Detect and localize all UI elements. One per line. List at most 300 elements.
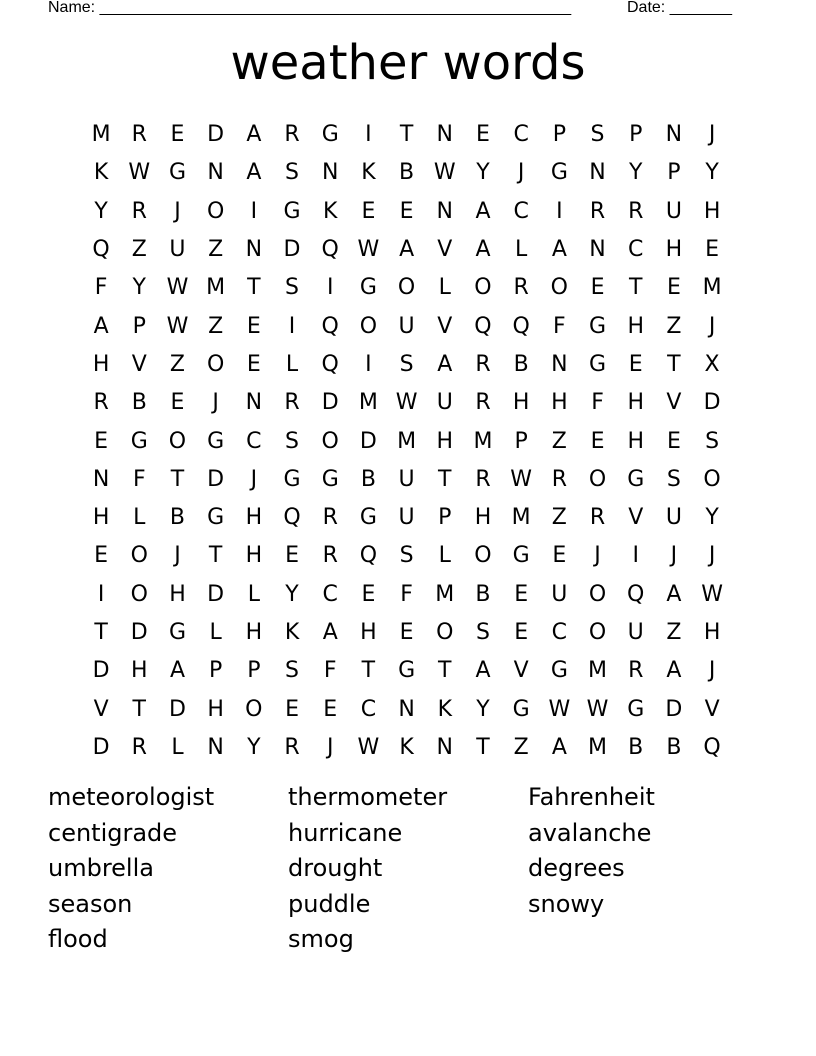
grid-letter: H xyxy=(92,505,110,531)
grid-letter: O xyxy=(436,620,454,645)
grid-letter: W xyxy=(166,313,189,339)
grid-letter: S xyxy=(285,160,300,186)
grid-letter: H xyxy=(627,313,644,339)
grid-letter: D xyxy=(207,581,225,607)
grid-letter: R xyxy=(284,734,300,760)
page-title: weather words xyxy=(230,35,586,91)
grid-letter: E xyxy=(514,581,529,607)
grid-letter: A xyxy=(475,658,491,684)
grid-letter: E xyxy=(399,198,414,224)
word-bank-item: Fahrenheit xyxy=(528,783,655,811)
grid-letter: S xyxy=(475,620,490,645)
grid-letter: W xyxy=(395,390,418,416)
grid-letter: F xyxy=(400,581,413,607)
grid-letter: E xyxy=(552,543,567,569)
grid-letter: W xyxy=(357,237,380,263)
grid-letter: V xyxy=(93,696,109,722)
grid-letter: O xyxy=(588,620,607,645)
grid-row xyxy=(82,461,732,499)
grid-letter: A xyxy=(93,313,109,339)
grid-letter: D xyxy=(207,122,225,148)
grid-letter: Y xyxy=(476,160,490,186)
grid-letter: H xyxy=(245,505,263,531)
grid-letter: J xyxy=(174,543,181,569)
grid-letter: R xyxy=(131,734,147,760)
grid-letter: D xyxy=(359,428,377,454)
grid-letter: K xyxy=(437,696,452,722)
grid-letter: N xyxy=(245,390,263,416)
grid-letter: R xyxy=(322,543,338,569)
grid-letter: Y xyxy=(705,160,719,186)
word-bank-item: flood xyxy=(48,925,108,954)
grid-letter: G xyxy=(627,696,645,722)
grid-letter: F xyxy=(553,313,566,339)
grid-letter: D xyxy=(207,466,225,492)
grid-letter: H xyxy=(360,620,377,645)
grid-letter: K xyxy=(93,160,109,186)
grid-letter: M xyxy=(206,275,226,301)
grid-letter: E xyxy=(285,543,299,569)
grid-letter: E xyxy=(628,351,643,377)
grid-letter: O xyxy=(206,351,225,377)
grid-letter: R xyxy=(628,658,644,684)
grid-row xyxy=(82,614,732,652)
grid-letter: H xyxy=(551,390,568,416)
grid-row xyxy=(82,231,732,269)
grid-letter: O xyxy=(168,428,187,454)
grid-row xyxy=(82,652,732,690)
grid-letter: S xyxy=(285,658,300,684)
grid-row xyxy=(82,729,732,767)
grid-letter: C xyxy=(628,237,644,263)
grid-letter: R xyxy=(551,466,567,492)
grid-letter: S xyxy=(285,275,300,301)
grid-letter: Q xyxy=(321,351,339,377)
grid-letter: E xyxy=(246,313,261,339)
grid-letter: U xyxy=(665,505,682,531)
grid-letter: G xyxy=(321,466,339,492)
grid-letter: K xyxy=(399,734,414,760)
grid-letter: R xyxy=(475,466,491,492)
grid-letter: O xyxy=(397,275,416,301)
grid-letter: H xyxy=(627,390,644,416)
grid-letter: T xyxy=(628,275,643,301)
grid-letter: Z xyxy=(666,620,682,645)
grid-letter: M xyxy=(91,122,111,148)
grid-letter: A xyxy=(246,122,262,148)
grid-letter: H xyxy=(512,390,530,416)
grid-letter: J xyxy=(517,160,525,186)
grid-letter: U xyxy=(627,620,644,645)
grid-letter: E xyxy=(323,696,338,722)
word-bank-item: meteorologist xyxy=(48,783,215,811)
grid-row xyxy=(82,499,732,537)
grid-letter: P xyxy=(552,122,566,148)
grid-letter: V xyxy=(437,237,453,263)
grid-letter: M xyxy=(435,581,455,607)
grid-letter: G xyxy=(550,658,568,684)
grid-letter: W xyxy=(701,581,723,607)
grid-letter: G xyxy=(512,543,530,569)
grid-letter: L xyxy=(171,734,184,760)
grid-letter: G xyxy=(589,313,607,339)
grid-row xyxy=(82,384,732,422)
grid-letter: N xyxy=(589,237,606,263)
grid-letter: G xyxy=(550,160,568,186)
grid-letter: M xyxy=(588,734,608,760)
grid-letter: Q xyxy=(627,581,645,607)
grid-letter: G xyxy=(398,658,416,684)
grid-letter: I xyxy=(97,581,105,607)
grid-letter: P xyxy=(629,122,643,148)
word-bank-item: season xyxy=(48,889,133,918)
grid-letter: T xyxy=(208,543,223,569)
grid-letter: Z xyxy=(208,313,224,339)
grid-letter: L xyxy=(133,505,146,531)
grid-letter: P xyxy=(247,658,261,684)
word-bank-item: drought xyxy=(288,854,383,883)
grid-letter: J xyxy=(670,543,678,569)
grid-letter: B xyxy=(628,734,644,760)
grid-letter: U xyxy=(398,313,415,339)
word-bank-item: centigrade xyxy=(48,818,178,847)
grid-letter: J xyxy=(708,313,716,339)
grid-letter: N xyxy=(207,734,224,760)
grid-letter: B xyxy=(513,351,529,377)
grid-letter: N xyxy=(436,734,454,760)
grid-letter: W xyxy=(166,275,189,301)
grid-letter: F xyxy=(132,466,146,492)
grid-letter: C xyxy=(513,122,529,148)
word-bank-item: puddle xyxy=(288,889,371,918)
grid-letter: E xyxy=(666,428,681,454)
grid-letter: E xyxy=(285,696,299,722)
grid-letter: O xyxy=(206,198,225,224)
grid-letter: E xyxy=(705,237,720,263)
grid-letter: I xyxy=(556,198,563,224)
grid-letter: L xyxy=(438,543,451,569)
grid-letter: Q xyxy=(512,313,530,339)
grid-letter: R xyxy=(322,505,338,531)
grid-row xyxy=(82,537,732,575)
grid-letter: R xyxy=(131,198,147,224)
grid-letter: Z xyxy=(551,505,567,531)
word-bank-item: hurricane xyxy=(288,818,403,847)
grid-letter: J xyxy=(708,122,716,148)
grid-letter: H xyxy=(207,696,224,722)
grid-letter: X xyxy=(704,351,720,377)
grid-letter: E xyxy=(590,275,605,301)
grid-letter: W xyxy=(357,734,380,760)
grid-letter: Z xyxy=(666,313,682,339)
grid-letter: P xyxy=(209,658,223,684)
grid-letter: B xyxy=(131,390,147,416)
grid-letter: Q xyxy=(359,543,378,569)
grid-letter: L xyxy=(209,620,222,645)
grid-letter: C xyxy=(360,696,377,722)
grid-letter: E xyxy=(170,122,185,148)
grid-letter: G xyxy=(627,466,645,492)
grid-letter: E xyxy=(399,620,414,645)
grid-letter: A xyxy=(246,160,262,186)
grid-letter: H xyxy=(245,620,263,645)
grid-letter: D xyxy=(321,390,339,416)
grid-letter: N xyxy=(245,237,263,263)
grid-letter: G xyxy=(207,505,225,531)
grid-letter: O xyxy=(703,466,721,492)
grid-letter: G xyxy=(359,505,377,531)
grid-letter: D xyxy=(283,237,301,263)
grid-letter: N xyxy=(589,160,606,186)
grid-letter: T xyxy=(132,696,146,722)
word-bank-item: umbrella xyxy=(48,854,154,883)
grid-letter: F xyxy=(591,390,604,416)
grid-letter: K xyxy=(284,620,300,645)
grid-letter: Y xyxy=(476,696,490,722)
grid-letter: D xyxy=(130,620,148,645)
grid-letter: E xyxy=(361,198,376,224)
grid-letter: O xyxy=(474,543,492,569)
grid-letter: M xyxy=(511,505,531,531)
grid-letter: O xyxy=(588,581,607,607)
grid-letter: C xyxy=(551,620,568,645)
grid-letter: V xyxy=(437,313,453,339)
grid-letter: Z xyxy=(551,428,567,454)
grid-letter: L xyxy=(285,351,299,377)
grid-letter: G xyxy=(283,198,301,224)
grid-letter: Y xyxy=(705,505,719,531)
grid-row xyxy=(82,307,732,345)
grid-letter: S xyxy=(666,466,681,492)
grid-letter: O xyxy=(588,466,607,492)
grid-letter: W xyxy=(510,466,533,492)
grid-row xyxy=(82,154,732,192)
grid-letter: B xyxy=(666,734,682,760)
grid-letter: O xyxy=(130,581,148,607)
grid-letter: O xyxy=(245,696,263,722)
grid-letter: A xyxy=(322,620,338,645)
grid-letter: Y xyxy=(285,581,299,607)
grid-letter: H xyxy=(703,620,721,645)
grid-letter: T xyxy=(361,658,376,684)
grid-letter: O xyxy=(550,275,568,301)
grid-letter: J xyxy=(250,466,258,492)
grid-letter: J xyxy=(212,390,219,416)
grid-row xyxy=(82,576,732,614)
word-bank xyxy=(48,780,768,958)
grid-letter: H xyxy=(627,428,644,454)
grid-letter: F xyxy=(94,275,108,301)
grid-letter: N xyxy=(207,160,224,186)
grid-letter: L xyxy=(515,237,528,263)
grid-letter: N xyxy=(398,696,415,722)
grid-letter: S xyxy=(399,351,414,377)
word-bank-item: degrees xyxy=(528,854,625,883)
grid-letter: I xyxy=(250,198,258,224)
grid-letter: I xyxy=(632,543,639,569)
grid-letter: M xyxy=(358,390,378,416)
grid-letter: V xyxy=(628,505,644,531)
grid-letter: N xyxy=(92,466,110,492)
grid-letter: R xyxy=(475,390,491,416)
word-bank-item: avalanche xyxy=(528,818,652,847)
grid-letter: O xyxy=(130,543,148,569)
grid-letter: R xyxy=(131,122,147,148)
grid-letter: T xyxy=(247,275,261,301)
grid-letter: S xyxy=(285,428,300,454)
grid-letter: J xyxy=(708,543,716,569)
grid-letter: A xyxy=(169,658,185,684)
grid-letter: J xyxy=(708,658,716,684)
grid-letter: R xyxy=(628,198,644,224)
grid-letter: G xyxy=(283,466,301,492)
grid-letter: A xyxy=(551,734,567,760)
grid-letter: H xyxy=(131,658,148,684)
grid-letter: V xyxy=(704,696,720,722)
grid-letter: M xyxy=(397,428,417,454)
grid-letter: D xyxy=(92,734,110,760)
grid-letter: Z xyxy=(513,734,529,760)
grid-letter: D xyxy=(168,696,186,722)
grid-letter: I xyxy=(365,122,372,148)
grid-letter: A xyxy=(399,237,415,263)
grid-letter: R xyxy=(513,275,529,301)
grid-letter: R xyxy=(284,390,300,416)
grid-letter: N xyxy=(321,160,339,186)
grid-letter: S xyxy=(590,122,605,148)
grid-letter: I xyxy=(365,351,372,377)
grid-letter: D xyxy=(92,658,110,684)
grid-letter: Y xyxy=(94,198,108,224)
grid-letter: E xyxy=(94,428,109,454)
grid-letter: M xyxy=(702,275,722,301)
grid-letter: Z xyxy=(169,351,185,377)
grid-letter: I xyxy=(288,313,296,339)
grid-letter: Q xyxy=(321,313,339,339)
grid-letter: W xyxy=(128,160,151,186)
grid-letter: K xyxy=(361,160,376,186)
grid-letter: G xyxy=(168,620,186,645)
grid-letter: B xyxy=(399,160,415,186)
letter-grid xyxy=(82,116,732,767)
grid-letter: G xyxy=(359,275,377,301)
grid-letter: E xyxy=(246,351,261,377)
grid-letter: U xyxy=(398,505,415,531)
grid-letter: P xyxy=(514,428,528,454)
grid-letter: C xyxy=(322,581,338,607)
grid-letter: P xyxy=(667,160,681,186)
grid-row xyxy=(82,346,732,384)
grid-letter: U xyxy=(398,466,415,492)
grid-letter: Y xyxy=(628,160,643,186)
grid-letter: V xyxy=(131,351,147,377)
grid-letter: G xyxy=(207,428,225,454)
grid-letter: E xyxy=(590,428,605,454)
grid-letter: R xyxy=(284,122,300,148)
grid-letter: N xyxy=(436,122,454,148)
grid-letter: Z xyxy=(131,237,147,263)
grid-letter: G xyxy=(130,428,148,454)
grid-letter: O xyxy=(321,428,339,454)
grid-letter: A xyxy=(666,581,682,607)
grid-letter: T xyxy=(170,466,185,492)
grid-letter: H xyxy=(245,543,263,569)
grid-letter: U xyxy=(665,198,682,224)
grid-letter: O xyxy=(359,313,378,339)
grid-letter: Q xyxy=(703,734,721,760)
grid-letter: G xyxy=(168,160,186,186)
grid-letter: G xyxy=(589,351,607,377)
grid-letter: H xyxy=(665,237,683,263)
grid-letter: T xyxy=(399,122,414,148)
grid-letter: E xyxy=(476,122,490,148)
grid-letter: Q xyxy=(474,313,492,339)
grid-letter: W xyxy=(433,160,456,186)
grid-letter: G xyxy=(512,696,530,722)
grid-letter: Q xyxy=(283,505,301,531)
grid-letter: H xyxy=(703,198,721,224)
grid-letter: S xyxy=(399,543,414,569)
grid-letter: Q xyxy=(92,237,110,263)
grid-letter: A xyxy=(475,198,491,224)
grid-letter: A xyxy=(551,237,567,263)
grid-letter: T xyxy=(476,734,490,760)
grid-letter: M xyxy=(588,658,608,684)
grid-letter: J xyxy=(326,734,334,760)
grid-letter: T xyxy=(667,351,681,377)
word-bank-item: snowy xyxy=(528,889,605,918)
grid-letter: W xyxy=(548,696,571,722)
grid-letter: R xyxy=(93,390,109,416)
grid-letter: R xyxy=(589,505,606,531)
grid-letter: V xyxy=(666,390,682,416)
grid-letter: L xyxy=(438,275,451,301)
grid-letter: N xyxy=(665,122,683,148)
grid-letter: N xyxy=(551,351,568,377)
grid-letter: A xyxy=(475,237,491,263)
grid-letter: P xyxy=(132,313,146,339)
grid-letter: P xyxy=(438,505,452,531)
grid-letter: E xyxy=(170,390,185,416)
grid-letter: T xyxy=(94,620,108,645)
grid-letter: R xyxy=(475,351,491,377)
grid-letter: R xyxy=(589,198,606,224)
grid-letter: H xyxy=(169,581,186,607)
grid-letter: A xyxy=(437,351,453,377)
grid-letter: U xyxy=(551,581,568,607)
grid-letter: E xyxy=(666,275,681,301)
word-bank-item: smog xyxy=(288,925,354,954)
grid-row xyxy=(82,193,732,231)
grid-letter: U xyxy=(436,390,453,416)
grid-letter: V xyxy=(513,658,529,684)
grid-row xyxy=(82,269,732,307)
grid-letter: D xyxy=(665,696,683,722)
grid-row xyxy=(82,422,732,460)
grid-letter: T xyxy=(438,658,452,684)
grid-letter: B xyxy=(475,581,491,607)
grid-letter: B xyxy=(360,466,376,492)
name-field-label: Name: _____________________________________________________ xyxy=(48,0,572,16)
grid-letter: M xyxy=(473,428,493,454)
grid-letter: A xyxy=(666,658,682,684)
grid-letter: L xyxy=(247,581,260,607)
grid-letter: D xyxy=(703,390,721,416)
grid-letter: E xyxy=(94,543,109,569)
grid-letter: H xyxy=(92,351,110,377)
grid-letter: C xyxy=(246,428,262,454)
grid-letter: J xyxy=(174,198,181,224)
